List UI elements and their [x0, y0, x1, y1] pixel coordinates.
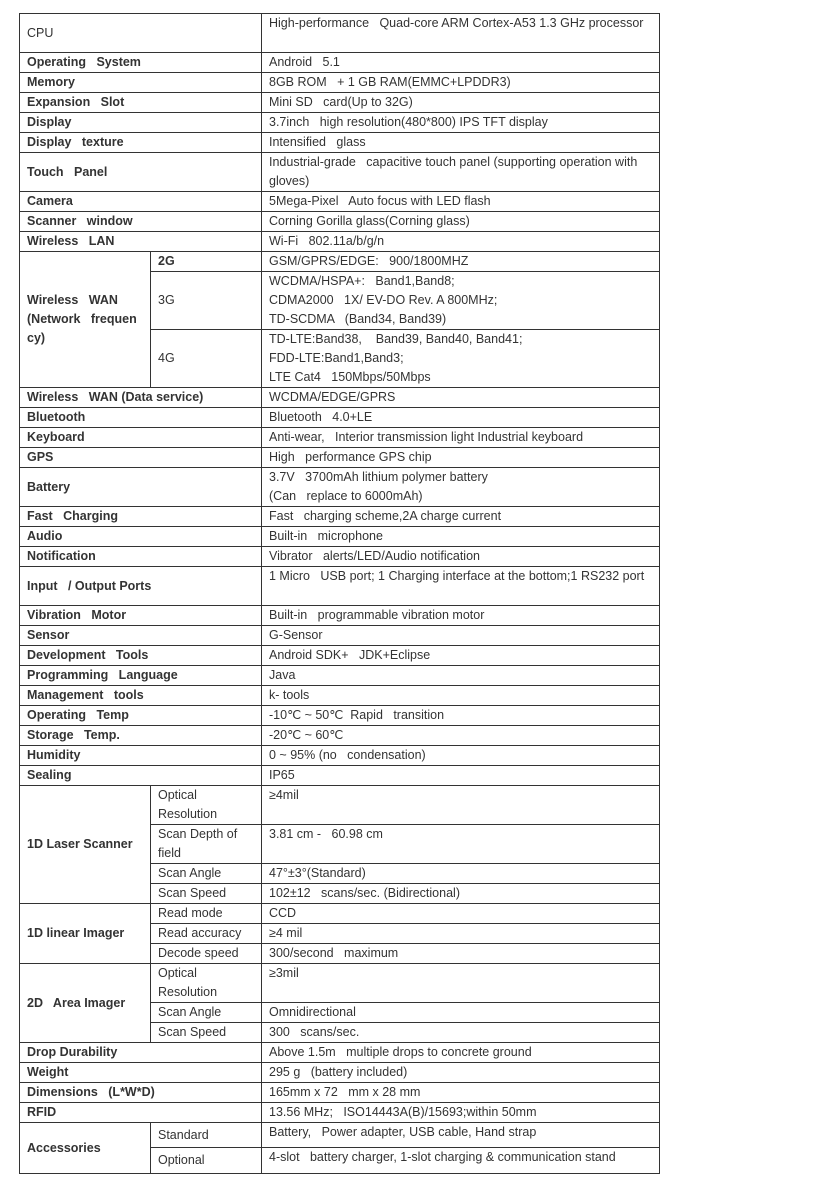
- keyboard-value: Anti-wear, Interior transmission light Industrial keyboard: [262, 428, 660, 448]
- stortemp-label: Storage Temp.: [20, 726, 262, 746]
- wwandata-label: Wireless WAN (Data service): [20, 388, 262, 408]
- row-laser-res: [20, 786, 660, 825]
- row-texture: [20, 133, 660, 153]
- row-sensor: [20, 626, 660, 646]
- row-optemp: [20, 706, 660, 726]
- ports-value: 1 Micro USB port; 1 Charging interface at the bottom;1 RS232 port: [262, 567, 660, 606]
- linear-accuracy-value: ≥4 mil: [262, 924, 660, 944]
- touch-label: Touch Panel: [20, 153, 262, 192]
- linear-decode-label: Decode speed: [151, 944, 262, 964]
- linear-accuracy-label: Read accuracy: [151, 924, 262, 944]
- os-label: Operating System: [20, 53, 262, 73]
- spec-table: [19, 13, 660, 1174]
- laser-speed-value: 102±12 scans/sec. (Bidirectional): [262, 884, 660, 904]
- area-angle-label: Scan Angle: [151, 1003, 262, 1023]
- wwan-label: Wireless WAN (Network frequen cy): [20, 252, 151, 388]
- display-label: Display: [20, 113, 262, 133]
- texture-value: Intensified glass: [262, 133, 660, 153]
- linear-decode-value: 300/second maximum: [262, 944, 660, 964]
- fastcharge-label: Fast Charging: [20, 507, 262, 527]
- keyboard-label: Keyboard: [20, 428, 262, 448]
- row-memory: [20, 73, 660, 93]
- sealing-value: IP65: [262, 766, 660, 786]
- row-expansion: [20, 93, 660, 113]
- stortemp-value: -20℃ ~ 60℃: [262, 726, 660, 746]
- row-weight: [20, 1063, 660, 1083]
- acc-opt-value: 4-slot battery charger, 1-slot charging & communication stand: [262, 1148, 660, 1174]
- area-speed-value: 300 scans/sec.: [262, 1023, 660, 1043]
- weight-label: Weight: [20, 1063, 262, 1083]
- bt-value: Bluetooth 4.0+LE: [262, 408, 660, 428]
- laser-res-label: Optical Resolution: [151, 786, 262, 825]
- notification-label: Notification: [20, 547, 262, 567]
- row-rfid: [20, 1103, 660, 1123]
- row-display: [20, 113, 660, 133]
- sensor-label: Sensor: [20, 626, 262, 646]
- audio-label: Audio: [20, 527, 262, 547]
- row-ports: [20, 567, 660, 606]
- humidity-value: 0 ~ 95% (no condensation): [262, 746, 660, 766]
- wlan-value: Wi-Fi 802.11a/b/g/n: [262, 232, 660, 252]
- sealing-label: Sealing: [20, 766, 262, 786]
- row-linear-mode: [20, 904, 660, 924]
- cpu-value: High-performance Quad-core ARM Cortex-A53 1.3 GHz processor: [262, 14, 660, 53]
- wwan-3g-label: 3G: [151, 272, 262, 330]
- rfid-label: RFID: [20, 1103, 262, 1123]
- acc-std-value: Battery, Power adapter, USB cable, Hand strap: [262, 1123, 660, 1148]
- texture-label: Display texture: [20, 133, 262, 153]
- drop-value: Above 1.5m multiple drops to concrete ground: [262, 1043, 660, 1063]
- proglang-value: Java: [262, 666, 660, 686]
- row-gps: [20, 448, 660, 468]
- acc-label: Accessories: [20, 1123, 151, 1174]
- sensor-value: G-Sensor: [262, 626, 660, 646]
- laser-label: 1D Laser Scanner: [20, 786, 151, 904]
- row-acc-std: [20, 1123, 660, 1148]
- humidity-label: Humidity: [20, 746, 262, 766]
- dims-label: Dimensions (L*W*D): [20, 1083, 262, 1103]
- ports-label: Input / Output Ports: [20, 567, 262, 606]
- camera-label: Camera: [20, 192, 262, 212]
- acc-std-label: Standard: [151, 1123, 262, 1148]
- dims-value: 165mm x 72 mm x 28 mm: [262, 1083, 660, 1103]
- mgmt-value: k- tools: [262, 686, 660, 706]
- laser-speed-label: Scan Speed: [151, 884, 262, 904]
- row-mgmt: [20, 686, 660, 706]
- optemp-value: -10℃ ~ 50℃ Rapid transition: [262, 706, 660, 726]
- expansion-label: Expansion Slot: [20, 93, 262, 113]
- touch-value: Industrial-grade capacitive touch panel (supporting operation with gloves): [262, 153, 660, 192]
- optemp-label: Operating Temp: [20, 706, 262, 726]
- laser-depth-value: 3.81 cm - 60.98 cm: [262, 825, 660, 864]
- row-audio: [20, 527, 660, 547]
- row-battery: [20, 468, 660, 507]
- row-wwan-2g: [20, 252, 660, 272]
- row-wlan: [20, 232, 660, 252]
- row-touch: [20, 153, 660, 192]
- weight-value: 295 g (battery included): [262, 1063, 660, 1083]
- wwan-4g-label: 4G: [151, 330, 262, 388]
- laser-angle-label: Scan Angle: [151, 864, 262, 884]
- wwan-2g-label: 2G: [151, 252, 262, 272]
- laser-depth-label: Scan Depth of field: [151, 825, 262, 864]
- area-res-label: Optical Resolution: [151, 964, 262, 1003]
- row-vibration: [20, 606, 660, 626]
- linear-mode-label: Read mode: [151, 904, 262, 924]
- row-area-res: [20, 964, 660, 1003]
- scanwin-label: Scanner window: [20, 212, 262, 232]
- wwan-4g-value: TD-LTE:Band38, Band39, Band40, Band41; FDD-LTE:Band1,Band3; LTE Cat4 150Mbps/50Mbps: [262, 330, 660, 388]
- row-humidity: [20, 746, 660, 766]
- row-bt: [20, 408, 660, 428]
- area-label: 2D Area Imager: [20, 964, 151, 1043]
- row-scanwin: [20, 212, 660, 232]
- gps-label: GPS: [20, 448, 262, 468]
- os-value: Android 5.1: [262, 53, 660, 73]
- wwan-3g-value: WCDMA/HSPA+: Band1,Band8; CDMA2000 1X/ EV-DO Rev. A 800MHz; TD-SCDMA (Band34, Band39): [262, 272, 660, 330]
- camera-value: 5Mega-Pixel Auto focus with LED flash: [262, 192, 660, 212]
- scanwin-value: Corning Gorilla glass(Corning glass): [262, 212, 660, 232]
- mgmt-label: Management tools: [20, 686, 262, 706]
- row-stortemp: [20, 726, 660, 746]
- expansion-value: Mini SD card(Up to 32G): [262, 93, 660, 113]
- battery-label: Battery: [20, 468, 262, 507]
- row-cpu: [20, 14, 660, 53]
- devtools-value: Android SDK+ JDK+Eclipse: [262, 646, 660, 666]
- devtools-label: Development Tools: [20, 646, 262, 666]
- wwan-2g-value: GSM/GPRS/EDGE: 900/1800MHZ: [262, 252, 660, 272]
- laser-angle-value: 47°±3°(Standard): [262, 864, 660, 884]
- area-speed-label: Scan Speed: [151, 1023, 262, 1043]
- area-res-value: ≥3mil: [262, 964, 660, 1003]
- cpu-label: CPU: [20, 14, 262, 53]
- battery-value: 3.7V 3700mAh lithium polymer battery (Can replace to 6000mAh): [262, 468, 660, 507]
- acc-opt-label: Optional: [151, 1148, 262, 1174]
- wlan-label: Wireless LAN: [20, 232, 262, 252]
- row-notification: [20, 547, 660, 567]
- rfid-value: 13.56 MHz; ISO14443A(B)/15693;within 50mm: [262, 1103, 660, 1123]
- vibration-value: Built-in programmable vibration motor: [262, 606, 660, 626]
- gps-value: High performance GPS chip: [262, 448, 660, 468]
- memory-label: Memory: [20, 73, 262, 93]
- vibration-label: Vibration Motor: [20, 606, 262, 626]
- memory-value: 8GB ROM + 1 GB RAM(EMMC+LPDDR3): [262, 73, 660, 93]
- area-angle-value: Omnidirectional: [262, 1003, 660, 1023]
- row-os: [20, 53, 660, 73]
- row-fastcharge: [20, 507, 660, 527]
- wwandata-value: WCDMA/EDGE/GPRS: [262, 388, 660, 408]
- display-value: 3.7inch high resolution(480*800) IPS TFT display: [262, 113, 660, 133]
- drop-label: Drop Durability: [20, 1043, 262, 1063]
- row-dims: [20, 1083, 660, 1103]
- linear-mode-value: CCD: [262, 904, 660, 924]
- row-keyboard: [20, 428, 660, 448]
- row-camera: [20, 192, 660, 212]
- row-devtools: [20, 646, 660, 666]
- linear-label: 1D linear Imager: [20, 904, 151, 964]
- fastcharge-value: Fast charging scheme,2A charge current: [262, 507, 660, 527]
- audio-value: Built-in microphone: [262, 527, 660, 547]
- laser-res-value: ≥4mil: [262, 786, 660, 825]
- row-sealing: [20, 766, 660, 786]
- row-wwandata: [20, 388, 660, 408]
- row-drop: [20, 1043, 660, 1063]
- proglang-label: Programming Language: [20, 666, 262, 686]
- bt-label: Bluetooth: [20, 408, 262, 428]
- notification-value: Vibrator alerts/LED/Audio notification: [262, 547, 660, 567]
- row-proglang: [20, 666, 660, 686]
